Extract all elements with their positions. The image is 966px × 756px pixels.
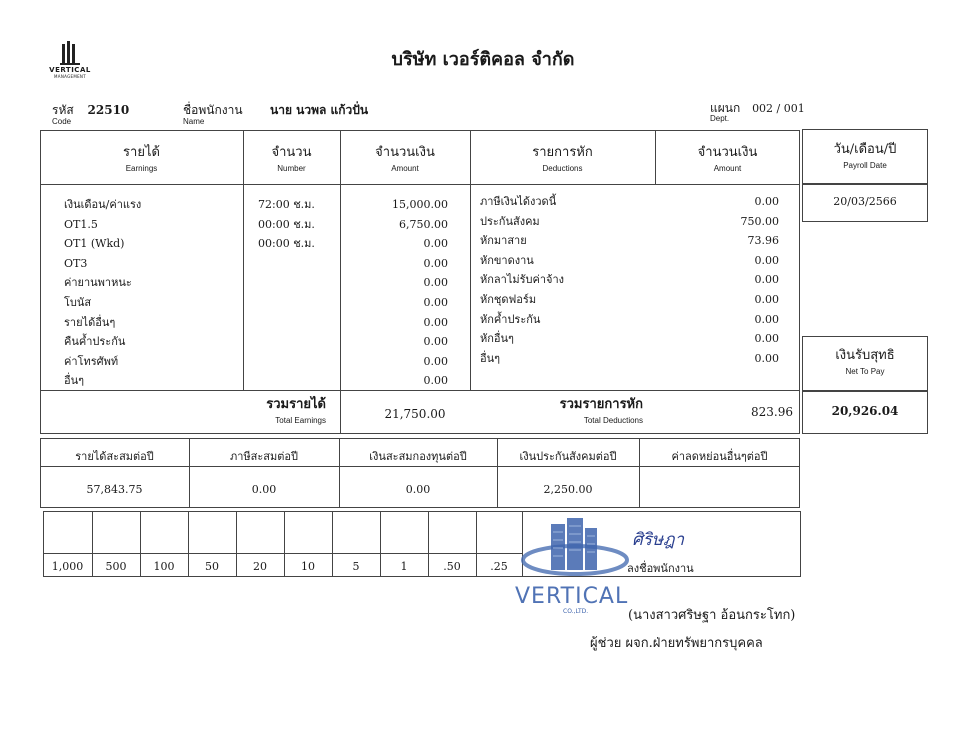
employee-code-label: รหัส 22510 [52, 103, 130, 117]
deduction-label: หักขาดงาน [480, 253, 534, 267]
deduction-amount: 0.00 [754, 273, 779, 287]
denomination: 5 [352, 560, 360, 573]
earning-label: รายได้อื่นๆ [64, 315, 116, 329]
ytd-header: รายได้สะสมต่อปี [75, 450, 154, 463]
payroll-date-header: วัน/เดือน/ปี Payroll Date [833, 142, 897, 170]
amount-header: จำนวนเงิน Amount [375, 145, 435, 173]
company-stamp [513, 512, 638, 615]
total-deductions-value: 823.96 [751, 405, 793, 419]
company-name: บริษัท เวอร์ติคอล จำกัด [391, 49, 575, 70]
deduction-label: หักอื่นๆ [480, 332, 514, 346]
handwritten-signature: ศิริษฎา [632, 530, 685, 550]
ytd-header: เงินสะสมกองทุนต่อปี [369, 450, 467, 463]
deduction-amount: 0.00 [754, 351, 779, 365]
denomination: 20 [253, 560, 267, 573]
ytd-header: ภาษีสะสมต่อปี [230, 450, 298, 463]
deduction-amounts [660, 192, 779, 368]
dept-label-en: Dept. [710, 114, 730, 123]
total-earnings-value: 21,750.00 [384, 407, 446, 421]
ytd-header: เงินประกันสังคมต่อปี [519, 450, 617, 463]
total-earnings-label: รวมรายได้ Total Earnings [266, 397, 326, 425]
employee-name: นาย นวพล แก้วปั่น [270, 103, 369, 117]
stamp-subtext: CO.,LTD. [563, 608, 589, 615]
earning-label: โบนัส [64, 295, 92, 309]
earnings-labels [64, 195, 239, 391]
deduction-label: อื่นๆ [480, 351, 501, 365]
net-pay-value: 20,926.04 [831, 404, 899, 418]
earnings-numbers [258, 195, 338, 254]
deduction-label: หักค้ำประกัน [480, 312, 541, 326]
denomination: 500 [105, 560, 127, 573]
deduction-amount: 0.00 [754, 195, 779, 208]
payroll-date: 20/03/2566 [833, 195, 897, 208]
earning-amount: 6,750.00 [399, 217, 448, 231]
dept-label: แผนก 002 / 001 [710, 101, 805, 115]
logo-text: VERTICAL [49, 66, 91, 74]
earning-label: ค่าโทรศัพท์ [64, 354, 119, 368]
denomination: 1,000 [51, 560, 84, 573]
earning-amount: 0.00 [423, 237, 448, 251]
earning-amount: 0.00 [423, 295, 448, 309]
earning-label: เงินเดือน/ค่าแรง [64, 198, 142, 211]
deduction-amount-header: จำนวนเงิน Amount [697, 145, 758, 173]
deduction-label: ภาษีเงินได้งวดนี้ [480, 195, 557, 208]
employee-code-label-en: Code [52, 117, 72, 126]
deduction-amount: 750.00 [740, 214, 779, 228]
denomination: 50 [205, 560, 219, 573]
deduction-label: ประกันสังคม [480, 214, 540, 228]
approver-name: (นางสาวศริษฐา อ้อนกระโทก) [628, 608, 796, 623]
employee-signature-label: ลงชื่อพนักงาน [627, 562, 694, 575]
deduction-amount: 0.00 [754, 253, 779, 267]
earning-number: 72:00 ช.ม. [258, 198, 315, 211]
deduction-amount: 0.00 [754, 292, 779, 306]
earnings-amounts [340, 195, 448, 391]
deductions-header: รายการหัก Deductions [532, 145, 593, 173]
earning-amount: 0.00 [423, 315, 448, 329]
net-pay-label: เงินรับสุทธิ Net To Pay [835, 348, 895, 376]
denomination: 1 [400, 560, 408, 573]
ytd-value: 0.00 [251, 483, 277, 496]
deduction-label: หักชุดฟอร์ม [480, 292, 537, 306]
ytd-value: 0.00 [405, 483, 431, 496]
deduction-amount: 0.00 [754, 332, 779, 346]
deduction-labels [480, 192, 650, 368]
ytd-value: 2,250.00 [543, 483, 593, 496]
denomination: .25 [490, 560, 508, 573]
deduction-label: หักลาไม่รับค่าจ้าง [480, 273, 565, 287]
deduction-amount: 0.00 [754, 312, 779, 326]
employee-name-label: ชื่อพนักงาน [183, 103, 243, 117]
denomination: .50 [443, 560, 461, 573]
logo-subtext: MANAGEMENT [54, 74, 86, 79]
earning-amount: 0.00 [423, 335, 448, 349]
approver-position: ผู้ช่วย ผจก.ฝ่ายทรัพยากรบุคคล [590, 636, 763, 651]
earning-label: OT1 (Wkd) [64, 237, 125, 251]
earning-label: คืนค้ำประกัน [64, 335, 126, 349]
denomination: 10 [301, 560, 315, 573]
earning-amount: 0.00 [423, 256, 448, 270]
number-header: จำนวน Number [271, 145, 312, 173]
deduction-label: หักมาสาย [480, 234, 527, 248]
earning-label: ค่ายานพาหนะ [64, 276, 132, 290]
total-deductions-label: รวมรายการหัก Total Deductions [559, 397, 643, 425]
earning-label: OT3 [64, 256, 88, 270]
earning-amount: 0.00 [423, 354, 448, 368]
ytd-header: ค่าลดหย่อนอื่นๆต่อปี [671, 450, 768, 463]
earning-number: 00:00 ช.ม. [258, 217, 315, 231]
earning-amount: 15,000.00 [392, 198, 448, 211]
employee-name-label-en: Name [183, 117, 205, 126]
denomination: 100 [153, 560, 175, 573]
deduction-amount: 73.96 [747, 234, 779, 248]
employee-code: 22510 [87, 103, 130, 117]
earning-number: 00:00 ช.ม. [258, 237, 315, 251]
earning-amount: 0.00 [423, 374, 448, 388]
earnings-header: รายได้ Earnings [123, 145, 160, 173]
dept-value: 002 / 001 [752, 102, 805, 115]
ytd-value: 57,843.75 [86, 483, 143, 496]
earning-label: อื่นๆ [64, 374, 85, 388]
stamp-text: VERTICAL [515, 584, 629, 609]
earning-label: OT1.5 [64, 217, 98, 231]
earning-amount: 0.00 [423, 276, 448, 290]
